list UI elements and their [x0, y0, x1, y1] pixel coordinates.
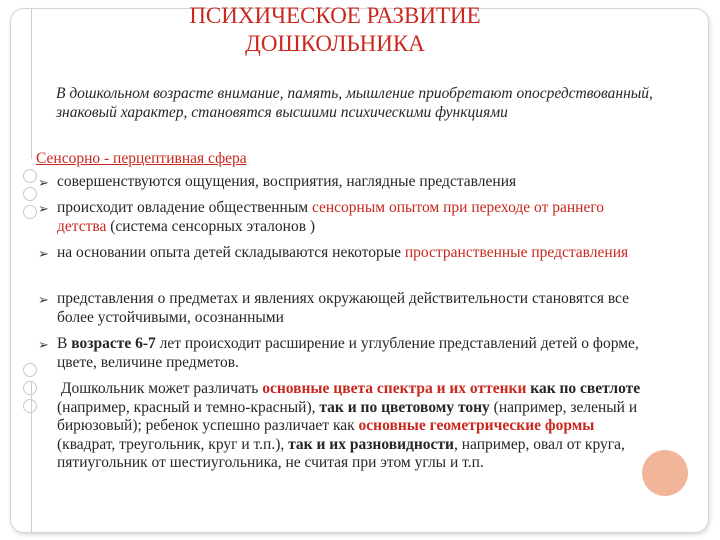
para-part-10: , например, овал от круга, пятиугольник от шестиугольника, не считая при этом углы и т.п.	[57, 435, 625, 471]
section-heading: Сенсорно - перцептивная сфера	[36, 150, 247, 167]
title-line-1: ПСИХИЧЕСКОЕ РАЗВИТИЕ	[189, 3, 481, 28]
para-part-8: (квадрат, треугольник, круг и т.п.),	[57, 435, 289, 453]
para-part-5: так и по цветовому тону	[319, 398, 490, 416]
bullet-2	[57, 199, 647, 236]
arrow-bullet-icon: ➢	[38, 292, 49, 307]
bullet-3	[57, 244, 647, 263]
bullet-2-tail: (система сенсорных эталонов )	[106, 217, 316, 235]
para-highlight-colors: основные цвета спектра и их оттенки	[262, 380, 527, 397]
ring-icon	[23, 399, 37, 413]
para-highlight-shapes: основные геометрические формы	[358, 417, 595, 434]
bullet-5-tail: лет происходит расширение и углубление представлений детей о форме, цвете, величине предметов.	[57, 335, 639, 371]
ring-icon	[23, 363, 37, 377]
binder-rings-top	[23, 165, 39, 223]
ring-icon	[23, 381, 37, 395]
bullet-5-text: В	[57, 335, 72, 352]
bullet-3-highlight: пространственные представления	[404, 244, 629, 261]
para-part-4: (например, красный и темно-красный),	[57, 398, 320, 416]
bullet-1: совершенствуются ощущения, восприятия, наглядные представления	[57, 173, 517, 190]
binder-line-top	[31, 9, 32, 159]
bullet-2-highlight: сенсорным опытом при переходе от раннего детства	[57, 199, 605, 235]
para-part-6: (например, зеленый и бирюзовый); ребенок успешно различает как	[57, 398, 638, 434]
para-part-9: так и их разновидности	[288, 435, 454, 453]
bullet-4: представления о предметах и явлениях окружающей действительности становятся все более устойчивыми, осознанными	[57, 290, 630, 326]
summary-paragraph	[57, 380, 652, 473]
ring-icon	[23, 187, 37, 201]
ring-icon	[23, 205, 37, 219]
arrow-bullet-icon: ➢	[38, 246, 49, 261]
bullet-3-text: на основании опыта детей складываются некоторые	[57, 244, 405, 261]
arrow-bullet-icon: ➢	[38, 337, 49, 352]
ring-icon	[23, 169, 37, 183]
para-part-1: Дошкольник может различать	[60, 380, 263, 397]
title-line-2: ДОШКОЛЬНИКА	[245, 31, 425, 56]
binder-line-bottom	[31, 382, 32, 532]
slide-title	[140, 2, 530, 58]
para-part-3: как по светлоте	[526, 380, 641, 397]
bullet-5-bold: возрасте 6-7	[71, 335, 156, 352]
arrow-bullet-icon: ➢	[38, 175, 49, 190]
bullet-5	[57, 335, 647, 372]
intro-text: В дошкольном возрасте внимание, память, мышление приобретают опосредствованный, знаковый характер, становятся высшими психическими функциями	[56, 85, 653, 121]
bullet-2-text: происходит овладение общественным	[57, 199, 312, 216]
arrow-bullet-icon: ➢	[38, 201, 49, 216]
